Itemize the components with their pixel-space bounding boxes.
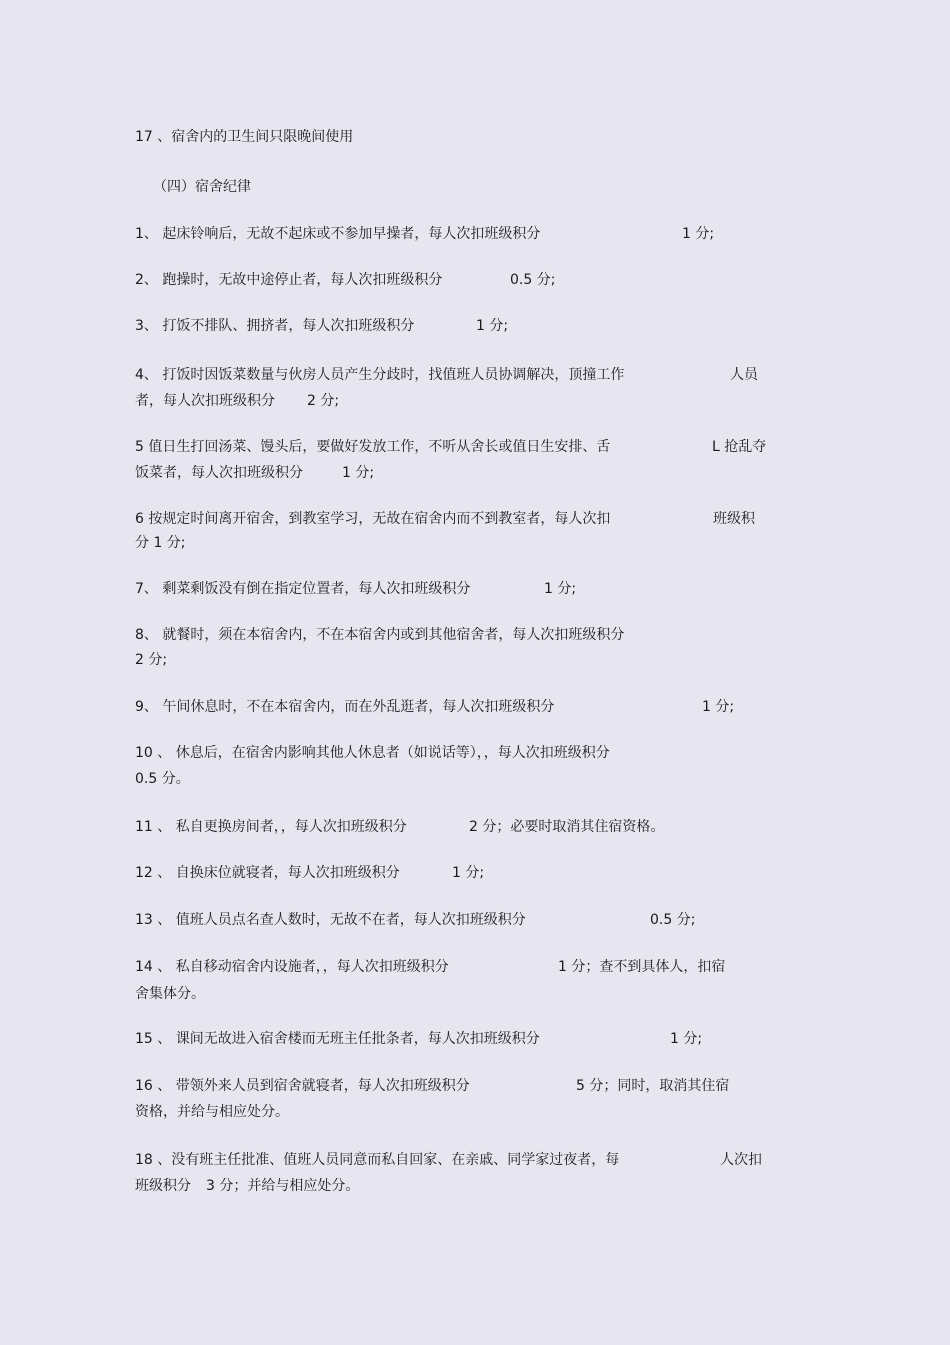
- rule-5-text: 饭菜者，每人次扣班级积分: [135, 465, 303, 481]
- rule-8-text: 8、 就餐时，须在本宿舍内，不在本宿舍内或到其他宿舍者，每人次扣班级积分: [135, 627, 625, 643]
- rule-16-text: 资格，并给与相应处分。: [135, 1104, 289, 1120]
- rule-5-text: 1 分;: [342, 465, 375, 481]
- rule-4-text: 2 分;: [307, 393, 340, 409]
- rule-3-text: 3、 打饭不排队、拥挤者，每人次扣班级积分: [135, 318, 415, 334]
- rule-17-text: 17 、宿舍内的卫生间只限晚间使用: [135, 129, 354, 145]
- rule-13-text: 13 、 值班人员点名查人数时，无故不在者，每人次扣班级积分: [135, 912, 526, 928]
- rule-6-text: 6 按规定时间离开宿舍，到教室学习，无故在宿舍内而不到教室者，每人次扣: [135, 511, 611, 527]
- rule-7-text: 7、 剩菜剩饭没有倒在指定位置者，每人次扣班级积分: [135, 581, 471, 597]
- rule-12-text: 1 分;: [452, 865, 485, 881]
- rule-14-text: 14 、 私自移动宿舍内设施者，，每人次扣班级积分: [135, 959, 449, 975]
- rule-9-text: 1 分;: [702, 699, 735, 715]
- rule-4-text: 者，每人次扣班级积分: [135, 393, 275, 409]
- rule-1-text: 1 分;: [682, 226, 715, 242]
- rule-6-text: 班级积: [713, 511, 755, 527]
- rule-11-text: 11 、 私自更换房间者，，每人次扣班级积分: [135, 819, 407, 835]
- rule-10-text: 10 、 休息后，在宿舍内影响其他人休息者（如说话等），，每人次扣班级积分: [135, 745, 610, 761]
- rule-15-text: 15 、 课间无故进入宿舍楼而无班主任批条者，每人次扣班级积分: [135, 1031, 540, 1047]
- rule-2-text: 2、 跑操时，无故中途停止者，每人次扣班级积分: [135, 272, 443, 288]
- rule-10-text: 0.5 分。: [135, 771, 190, 787]
- rule-15-text: 1 分;: [670, 1031, 703, 1047]
- rule-9-text: 9、 午间休息时，不在本宿舍内，而在外乱逛者，每人次扣班级积分: [135, 699, 555, 715]
- rule-4-text: 人员: [730, 367, 758, 383]
- rule-3-text: 1 分;: [476, 318, 509, 334]
- rule-5-text: 5 值日生打回汤菜、馒头后，要做好发放工作，不听从舍长或值日生安排、舌: [135, 439, 611, 455]
- rule-7-text: 1 分;: [544, 581, 577, 597]
- rule-14-text: 舍集体分。: [135, 986, 205, 1002]
- rule-18-text: 班级积分: [135, 1178, 191, 1194]
- rule-16-text: 5 分；同时，取消其住宿: [576, 1078, 730, 1094]
- rule-18-text: 18 、没有班主任批准、值班人员同意而私自回家、在亲戚、同学家过夜者，每: [135, 1152, 620, 1168]
- rule-18-text: 人次扣: [720, 1152, 762, 1168]
- rule-4-text: 4、 打饭时因饭菜数量与伙房人员产生分歧时，找值班人员协调解决，顶撞工作: [135, 367, 625, 383]
- rule-16-text: 16 、 带领外来人员到宿舍就寝者，每人次扣班级积分: [135, 1078, 470, 1094]
- rule-5-text: L 抢乱夺: [712, 439, 767, 455]
- rule-12-text: 12 、 自换床位就寝者，每人次扣班级积分: [135, 865, 400, 881]
- rule-6-text: 分 1 分;: [135, 535, 186, 551]
- rule-11-text: 2 分；必要时取消其住宿资格。: [469, 819, 665, 835]
- rule-8-text: 2 分;: [135, 652, 168, 668]
- rule-18-text: 3 分；并给与相应处分。: [206, 1178, 360, 1194]
- rule-1-text: 1、 起床铃响后，无故不起床或不参加早操者，每人次扣班级积分: [135, 226, 541, 242]
- rule-13-text: 0.5 分;: [650, 912, 696, 928]
- section-heading-text: （四）宿舍纪律: [153, 179, 251, 195]
- rule-2-text: 0.5 分;: [510, 272, 556, 288]
- rule-14-text: 1 分；查不到具体人，扣宿: [558, 959, 726, 975]
